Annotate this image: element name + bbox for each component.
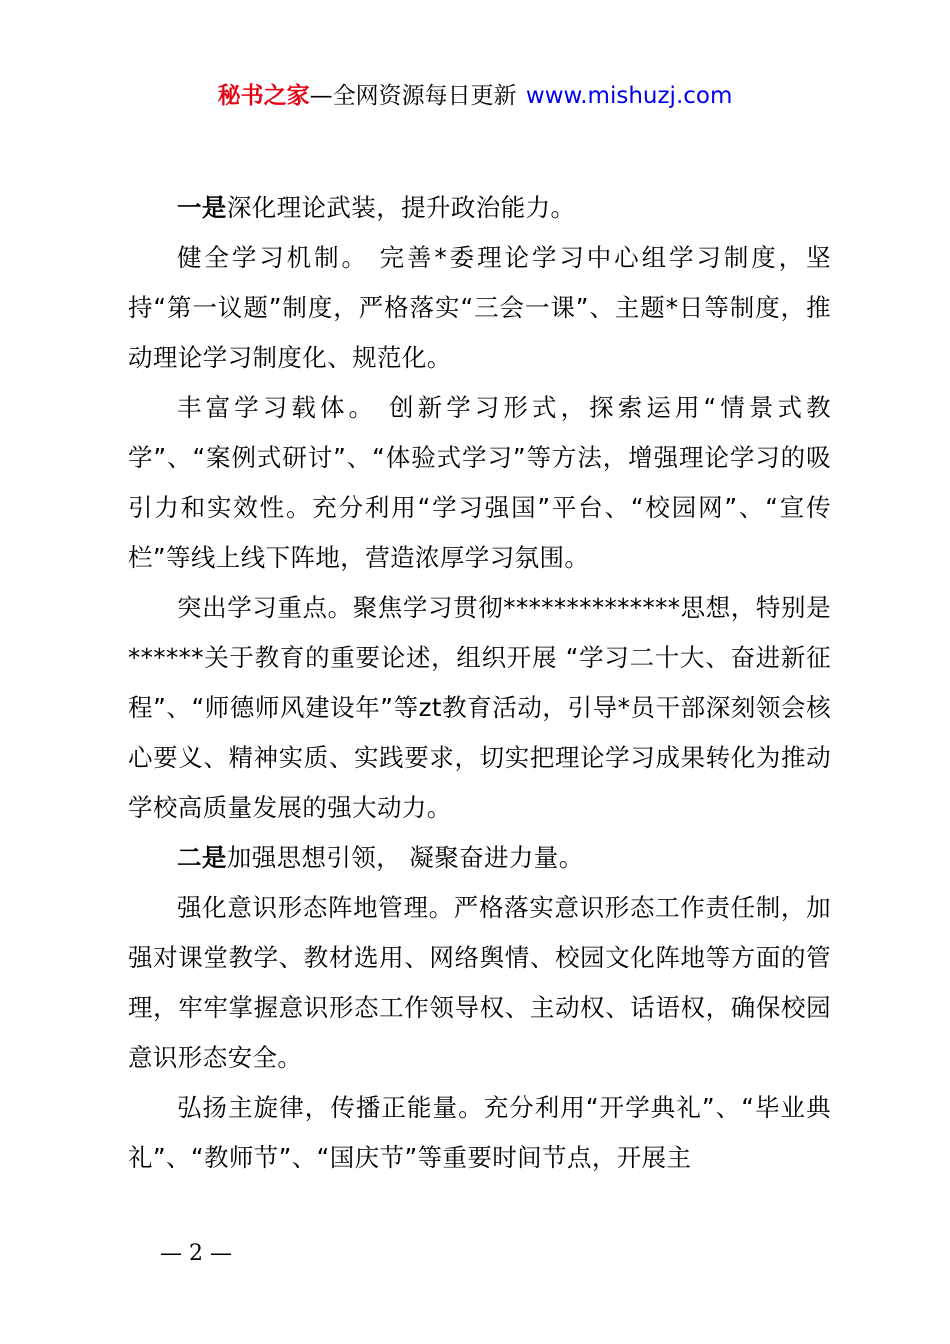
paragraph-text: 突出学习重点。聚焦学习贯彻**************思想，特别是******关于教育的重要论述，组织开展 “学习二十大、奋进新征程”、“师德师风建设年”等zt教育活动，引导*员干部深刻领会核心要义、精神实质、实践要求，切实把理论学习成果转化为推动学校高质量发展的强大动力。 <box>128 593 831 822</box>
paragraph-2 <box>128 233 831 383</box>
site-brand: 秘书之家 <box>217 83 310 109</box>
paragraph-6 <box>128 883 831 1083</box>
paragraph-lead: 二是 <box>177 843 227 872</box>
paragraph-text: 加强思想引领， 凝聚奋进力量。 <box>226 843 584 872</box>
paragraph-text: 丰富学习载体。 创新学习形式，探索运用“情景式教学”、“案例式研讨”、“体验式学习”等方法，增强理论学习的吸引力和实效性。充分利用“学习强国”平台、“校园网”、“宣传栏”等线上线下阵地，营造浓厚学习氛围。 <box>128 393 831 572</box>
site-tagline: —全网资源每日更新 <box>309 83 517 109</box>
paragraph-text: 强化意识形态阵地管理。严格落实意识形态工作责任制，加强对课堂教学、教材选用、网络舆情、校园文化阵地等方面的管理，牢牢掌握意识形态工作领导权、主动权、话语权，确保校园意识形态安全。 <box>128 893 831 1072</box>
paragraph-text: 弘扬主旋律，传播正能量。充分利用“开学典礼”、“毕业典礼”、“教师节”、“国庆节”等重要时间节点，开展主 <box>128 1093 831 1172</box>
site-header <box>0 80 950 112</box>
paragraph-text: 深化理论武装，提升政治能力。 <box>226 193 576 222</box>
paragraph-7 <box>128 1083 831 1183</box>
paragraph-lead: 一是 <box>177 193 227 222</box>
page-number: — 2 — <box>160 1241 232 1266</box>
paragraph-text: 健全学习机制。 完善*委理论学习中心组学习制度，坚持“第一议题”制度，严格落实“三会一课”、主题*日等制度，推动理论学习制度化、规范化。 <box>128 243 831 372</box>
site-url-link[interactable]: www.mishuzj.com <box>525 83 733 109</box>
paragraph-5 <box>128 833 831 883</box>
paragraph-4 <box>128 583 831 833</box>
document-body <box>128 183 831 1183</box>
paragraph-1 <box>128 183 831 233</box>
paragraph-3 <box>128 383 831 583</box>
